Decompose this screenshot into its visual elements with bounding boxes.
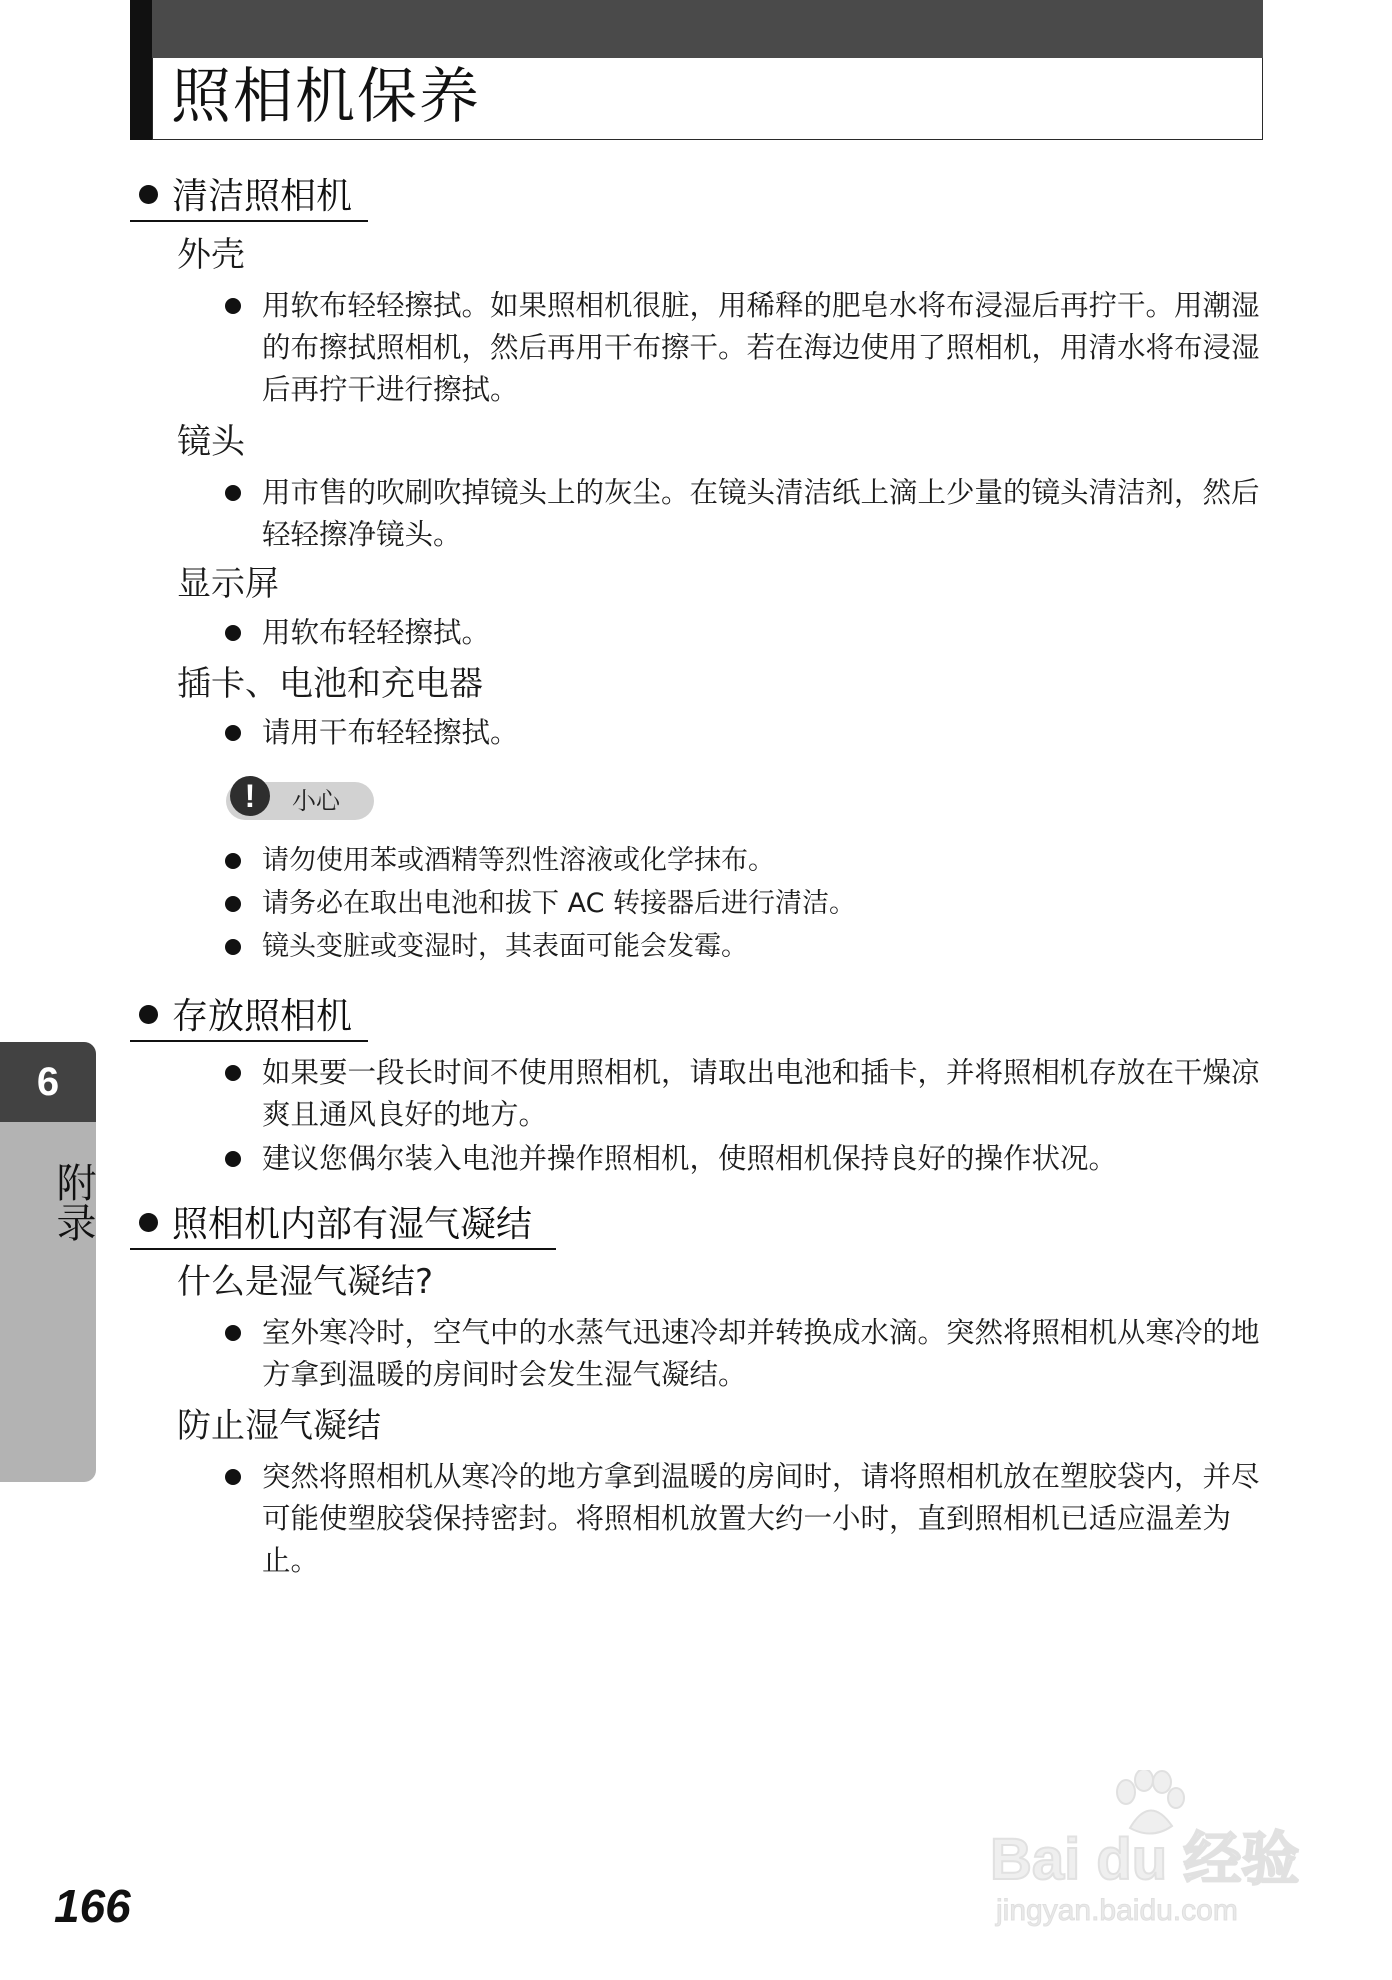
bullet-item-condensation-prevent: [225, 1456, 1265, 1582]
section-heading-text: 存放照相机: [172, 996, 353, 1037]
bullet-dot-icon: [225, 1151, 241, 1167]
bullet-item-display: [225, 612, 1265, 654]
bullet-text: 用软布轻轻擦拭。如果照相机很脏，用稀释的肥皂水将布浸湿后再拧干。用潮湿的布擦拭照相机，然后再用干布擦干。若在海边使用了照相机，用清水将布浸湿后再拧干进行擦拭。: [262, 289, 1260, 406]
section-heading-cleaning: [130, 176, 368, 222]
section-heading-condensation: [130, 1204, 556, 1250]
bullet-dot-icon: [225, 485, 241, 501]
bullet-text: 请用干布轻轻擦拭。: [262, 716, 519, 749]
caution-item: [225, 883, 1265, 925]
subheading-what-is-condensation: 什么是湿气凝结?: [177, 1262, 434, 1302]
bullet-dot-icon: [225, 1065, 241, 1081]
caution-badge: [226, 778, 374, 820]
watermark-brand: Bai du 经验: [990, 1827, 1300, 1892]
bullet-dot-icon: [139, 1005, 158, 1024]
bullet-text: 镜头变脏或变湿时，其表面可能会发霉。: [262, 931, 748, 962]
bullet-item-lens: [225, 472, 1265, 556]
bullet-text: 室外寒冷时，空气中的水蒸气迅速冷却并转换成水滴。突然将照相机从寒冷的地方拿到温暖的房间时会发生湿气凝结。: [262, 1316, 1260, 1391]
bullet-text: 请务必在取出电池和拔下 AC 转接器后进行清洁。: [262, 888, 857, 919]
exclamation-icon: !: [230, 776, 270, 816]
caution-item: [225, 840, 1265, 882]
bullet-dot-icon: [225, 896, 241, 912]
section-heading-storage: [130, 996, 368, 1042]
bullet-dot-icon: [139, 185, 158, 204]
header-accent-bar: [130, 0, 152, 140]
watermark-url: jingyan.baidu.com: [996, 1894, 1238, 1927]
bullet-dot-icon: [225, 298, 241, 314]
chapter-side-tab: [0, 1042, 96, 1482]
bullet-item-card-battery: [225, 712, 1265, 754]
page-number: 166: [54, 1880, 131, 1932]
baidu-watermark: [990, 1770, 1310, 1930]
section-heading-text: 照相机内部有湿气凝结: [172, 1204, 533, 1245]
bullet-item-condensation-what: [225, 1312, 1265, 1396]
caution-label: 小心: [292, 787, 340, 815]
bullet-dot-icon: [225, 725, 241, 741]
bullet-dot-icon: [225, 1469, 241, 1485]
bullet-text: 突然将照相机从寒冷的地方拿到温暖的房间时，请将照相机放在塑胶袋内，并尽可能使塑胶袋保持密封。将照相机放置大约一小时，直到照相机已适应温差为止。: [262, 1460, 1260, 1577]
subheading-exterior: 外壳: [177, 235, 245, 275]
bullet-dot-icon: [225, 625, 241, 641]
bullet-dot-icon: [139, 1213, 158, 1232]
bullet-text: 建议您偶尔装入电池并操作照相机，使照相机保持良好的操作状况。: [262, 1142, 1118, 1175]
chapter-label: 附录: [50, 1162, 96, 1242]
page-title: 照相机保养: [171, 62, 481, 132]
bullet-dot-icon: [225, 853, 241, 869]
bullet-dot-icon: [225, 1325, 241, 1341]
bullet-item-storage: [225, 1052, 1265, 1136]
header-title-box: [152, 58, 1263, 140]
subheading-lens: 镜头: [177, 422, 245, 462]
bullet-item-exterior: [225, 285, 1265, 411]
caution-item: [225, 926, 1265, 968]
bullet-text: 请勿使用苯或酒精等烈性溶液或化学抹布。: [262, 845, 775, 876]
bullet-item-storage: [225, 1138, 1265, 1180]
chapter-number: 6: [0, 1042, 96, 1122]
header-band: [152, 0, 1263, 58]
bullet-text: 用软布轻轻擦拭。: [262, 616, 491, 649]
bullet-text: 用市售的吹刷吹掉镜头上的灰尘。在镜头清洁纸上滴上少量的镜头清洁剂，然后轻轻擦净镜头。: [262, 476, 1260, 551]
subheading-prevent-condensation: 防止湿气凝结: [177, 1406, 381, 1446]
section-heading-text: 清洁照相机: [172, 176, 353, 217]
subheading-display: 显示屏: [177, 564, 279, 604]
bullet-dot-icon: [225, 939, 241, 955]
subheading-card-battery: 插卡、电池和充电器: [177, 664, 483, 704]
bullet-text: 如果要一段长时间不使用照相机，请取出电池和插卡，并将照相机存放在干燥凉爽且通风良好的地方。: [262, 1056, 1260, 1131]
